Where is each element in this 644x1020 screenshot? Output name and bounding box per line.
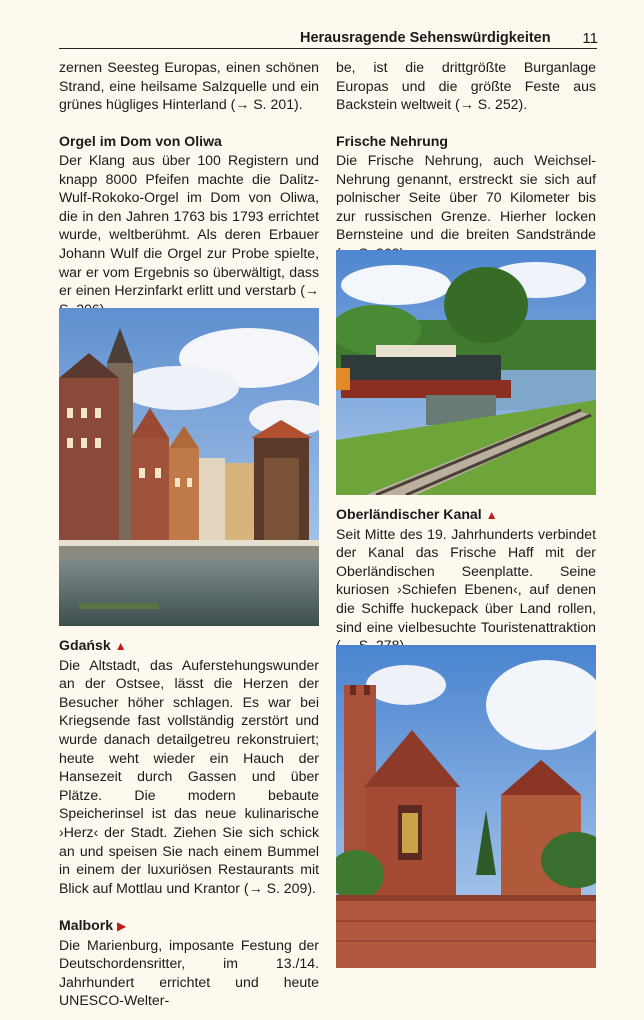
left-column-top bbox=[59, 58, 319, 318]
gdansk-photo bbox=[59, 308, 319, 626]
malbork-title: Malbork bbox=[59, 916, 114, 933]
gdansk-heading bbox=[59, 636, 319, 656]
orgel-heading: Orgel im Dom von Oliwa bbox=[59, 133, 222, 150]
kanal-text: Seit Mitte des 19. Jahrhunderts verbindet der Kanal das Frische Haff mit der Oberländischen Seenplatte. Seine kuriosen ›Schiefen Ebenen‹, auf denen die Schiffe huckepack über Land rollen, sind eine vielbesuchte Touristenattraktion bbox=[336, 525, 596, 635]
kanal-section bbox=[336, 505, 596, 655]
kanal-marker-icon: ▲ bbox=[485, 508, 498, 522]
gdansk-section bbox=[59, 636, 319, 1010]
kanal-title: Oberländischer Kanal bbox=[336, 506, 482, 522]
nehrung-text: Die Frische Nehrung, auch Weichsel-Nehrung genannt, erstreckt sie sich auf polnischer Seite über 70 Kilometer bis zur russischen Grenze. Hierher locken Bernsteine und die breiten Sandstrände bbox=[336, 151, 596, 243]
canal-photo bbox=[336, 250, 596, 495]
gdansk-marker-icon: ▲ bbox=[114, 639, 127, 653]
nehrung-heading: Frische Nehrung bbox=[336, 133, 448, 150]
right-column-top bbox=[336, 58, 596, 263]
malbork-marker-icon: ▶ bbox=[117, 918, 127, 933]
page-number: 11 bbox=[582, 30, 598, 47]
running-header-title: Herausragende Sehenswürdigkeiten bbox=[300, 30, 551, 46]
malbork-text: Die Marienburg, imposante Festung der Deutschordensritter, im 13./14. Jahrhundert errichtet und heute UNESCO-Welter- bbox=[59, 936, 319, 1009]
malbork-heading bbox=[59, 916, 319, 936]
gdansk-title: Gdańsk bbox=[59, 637, 111, 653]
left-intro-text: zernen Seesteg Europas, einen schönen Strand, eine heilsame Salzquelle und ein grünes hügliges Hinterland (→ S. 201). bbox=[59, 59, 319, 113]
malbork-photo bbox=[336, 645, 596, 968]
kanal-heading bbox=[336, 505, 596, 525]
right-intro-text: be, ist die drittgrößte Burganlage Europas und die größte Feste aus Backstein weltweit (→ S. 252). bbox=[336, 59, 596, 113]
header-rule bbox=[59, 48, 597, 49]
orgel-text: Der Klang aus über 100 Registern und knapp 8000 Pfeifen machte die Dalitz-Wulf-Rokoko-Orgel im Dom von Oliwa, die in den Jahren 1763 bis 1793 errichtet wurde, weltberühmt. Als deren Erbauer Johann Wulf die Orgel zur Probe spielte, war er vom Ergebnis so überwältigt, dass er einen Herzinfarkt erlitt und verstarb (→ bbox=[59, 151, 319, 299]
gdansk-text: Die Altstadt, das Auferstehungswunder an der Ostsee, lässt die Herzen der Besucher höher schlagen. Es war bei Kriegsende fast vollständig zerstört und wurde danach detailgetreu rekonstruiert; heute weht wieder ein Hauch der Hansezeit durch Gassen und über Plätze. Die modern bebaute Speicherinsel ist das neue kulinarische ›Herz‹ der Stadt. Ziehen Sie sich schick an und speisen Sie nach einem Bummel in einem der luxuriösen Restaurants mit Blick auf Mottlau und Krantor (→ S. 209). bbox=[59, 656, 319, 896]
